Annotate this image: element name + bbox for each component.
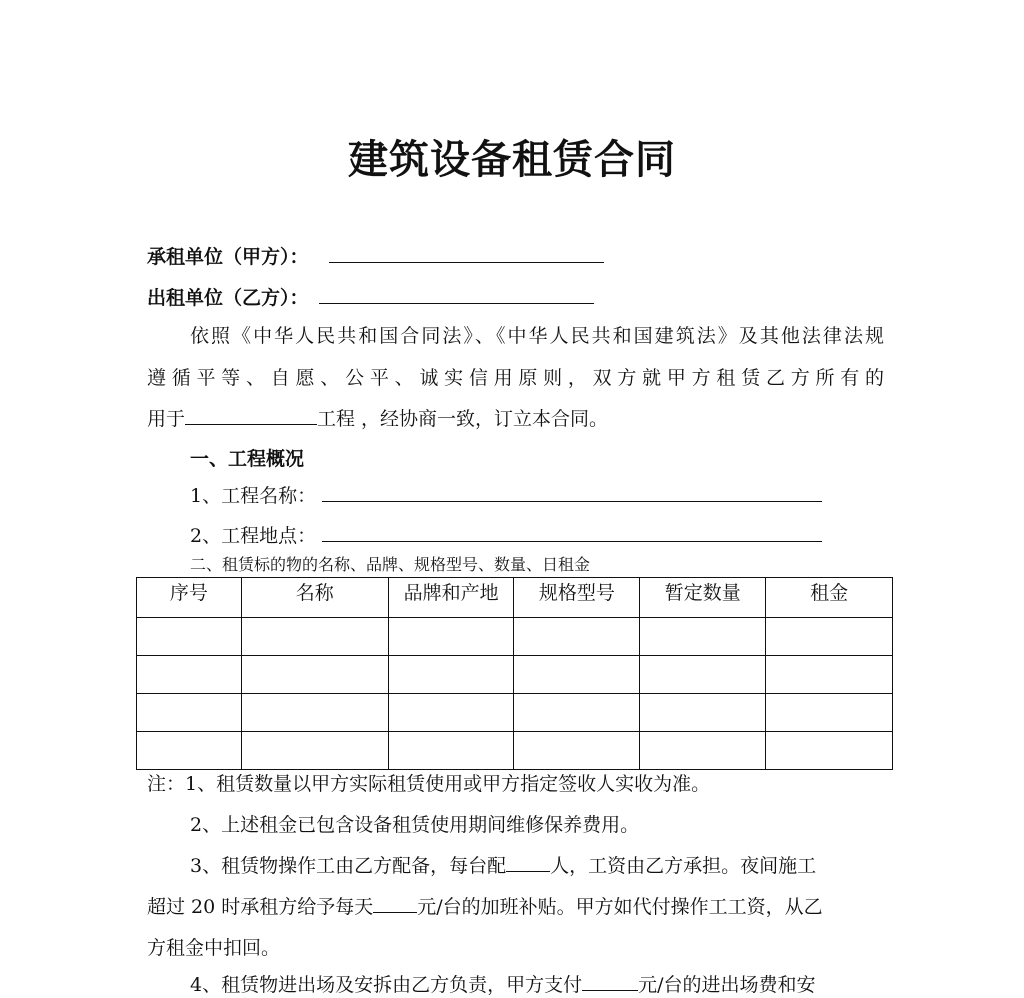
table-cell[interactable]	[766, 732, 893, 770]
header-cell-index: 序号	[137, 578, 242, 618]
table-cell[interactable]	[640, 618, 766, 656]
project-location-row	[190, 523, 822, 549]
note-3-line-1	[190, 853, 816, 879]
table-cell[interactable]	[388, 656, 514, 694]
equipment-table	[136, 577, 893, 770]
table-cell[interactable]	[241, 694, 388, 732]
project-name-row	[190, 483, 822, 509]
lessee-label: 承租单位（甲方）：	[147, 246, 309, 268]
note-3-part-d: 元/台的加班补贴。甲方如代付操作工工资，从乙	[417, 896, 823, 918]
table-row	[137, 694, 893, 732]
intro-line-3-suffix: 工程 ，经协商一致，订立本合同。	[317, 408, 609, 430]
intro-line-1: 依照《中华人民共和国合同法》、《中华人民共和国建筑法》及其他法律法规	[190, 325, 884, 347]
table-cell[interactable]	[514, 694, 640, 732]
table-cell[interactable]	[241, 618, 388, 656]
table-cell[interactable]	[766, 694, 893, 732]
note-4-part-b: 元/台的进出场费和安	[638, 974, 816, 996]
intro-line-2: 遵循平等、自愿、公平、诚实信用原则，双方就甲方租赁乙方所有的	[147, 367, 884, 389]
table-cell[interactable]	[241, 656, 388, 694]
project-location-label: 2、工程地点：	[190, 525, 317, 547]
header-cell-brand: 品牌和产地	[388, 578, 514, 618]
note-3-part-a: 3、租赁物操作工由乙方配备，每台配	[190, 855, 507, 877]
lessee-blank[interactable]	[329, 244, 604, 263]
table-cell[interactable]	[388, 618, 514, 656]
table-cell[interactable]	[137, 732, 242, 770]
entry-fee-blank[interactable]	[582, 972, 638, 991]
operator-count-blank[interactable]	[506, 853, 550, 872]
intro-line-3	[147, 406, 608, 432]
table-cell[interactable]	[640, 656, 766, 694]
table-row	[137, 618, 893, 656]
table-cell[interactable]	[388, 732, 514, 770]
table-cell[interactable]	[514, 732, 640, 770]
header-cell-rent: 租金	[766, 578, 893, 618]
lessor-blank[interactable]	[319, 285, 594, 304]
header-cell-quantity: 暂定数量	[640, 578, 766, 618]
table-row	[137, 732, 893, 770]
project-name-blank[interactable]	[322, 483, 822, 502]
lessee-row	[147, 244, 604, 270]
project-name-label: 1、工程名称：	[190, 485, 317, 507]
document-title: 建筑设备租赁合同	[348, 137, 676, 183]
lessor-label: 出租单位（乙方）：	[147, 287, 309, 309]
note-4-line-1	[190, 972, 816, 998]
project-use-blank[interactable]	[185, 406, 317, 425]
lessor-row	[147, 285, 594, 311]
overtime-allowance-blank[interactable]	[373, 894, 417, 913]
note-3-line-3: 方租金中扣回。	[147, 937, 281, 959]
note-1: 注：1、租赁数量以甲方实际租赁使用或甲方指定签收人实收为准。	[147, 773, 711, 795]
table-cell[interactable]	[640, 732, 766, 770]
note-3-part-c: 超过 20 时承租方给予每天	[147, 896, 374, 918]
table-cell[interactable]	[137, 656, 242, 694]
table-cell[interactable]	[514, 656, 640, 694]
table-cell[interactable]	[137, 618, 242, 656]
table-cell[interactable]	[766, 618, 893, 656]
table-cell[interactable]	[137, 694, 242, 732]
header-cell-model: 规格型号	[514, 578, 640, 618]
table-cell[interactable]	[640, 694, 766, 732]
table-cell[interactable]	[766, 656, 893, 694]
note-2: 2、上述租金已包含设备租赁使用期间维修保养费用。	[190, 814, 640, 836]
note-3-part-b: 人，工资由乙方承担。夜间施工	[550, 855, 817, 877]
table-row	[137, 656, 893, 694]
note-3-line-2	[147, 894, 823, 920]
table-cell[interactable]	[514, 618, 640, 656]
table-cell[interactable]	[388, 694, 514, 732]
table-header-row	[137, 578, 893, 618]
header-cell-name: 名称	[241, 578, 388, 618]
section2-heading: 二、租赁标的物的名称、品牌、规格型号、数量、日租金	[190, 555, 591, 574]
note-4-part-a: 4、租赁物进出场及安拆由乙方负责，甲方支付	[190, 974, 583, 996]
project-location-blank[interactable]	[322, 523, 822, 542]
section1-heading: 一、工程概况	[190, 448, 305, 470]
table-cell[interactable]	[241, 732, 388, 770]
intro-line-3-prefix: 用于	[147, 408, 186, 430]
